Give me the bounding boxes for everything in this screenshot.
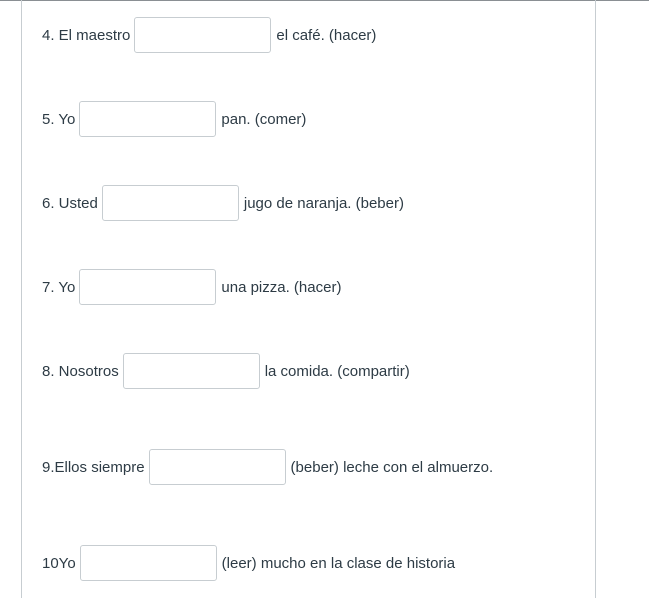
question-10-prefix: 10Yo (42, 554, 76, 572)
question-6-prefix: 6. Usted (42, 194, 98, 212)
question-7 (42, 268, 341, 306)
question-6-suffix: jugo de naranja. (beber) (243, 194, 404, 212)
question-10-answer-input[interactable] (80, 545, 217, 581)
question-10 (42, 544, 455, 582)
question-4-suffix: el café. (hacer) (276, 26, 377, 44)
question-4-answer-input[interactable] (134, 17, 271, 53)
question-5-prefix: 5. Yo (42, 110, 76, 128)
question-8-suffix: la comida. (compartir) (264, 362, 410, 380)
question-6 (42, 184, 404, 222)
question-10-suffix: (leer) mucho en la clase de historia (221, 554, 456, 572)
question-7-prefix: 7. Yo (42, 278, 76, 296)
question-9-prefix: 9.Ellos siempre (42, 458, 145, 476)
question-4 (42, 16, 376, 54)
question-5-answer-input[interactable] (79, 101, 216, 137)
question-5-suffix: pan. (comer) (221, 110, 307, 128)
question-4-prefix: 4. El maestro (42, 26, 131, 44)
question-5 (42, 100, 306, 138)
question-6-answer-input[interactable] (102, 185, 239, 221)
question-8 (42, 352, 410, 390)
question-7-answer-input[interactable] (79, 269, 216, 305)
question-8-answer-input[interactable] (123, 353, 260, 389)
question-9-answer-input[interactable] (149, 449, 286, 485)
question-7-suffix: una pizza. (hacer) (221, 278, 342, 296)
question-9-suffix: (beber) leche con el almuerzo. (290, 458, 494, 476)
question-9 (42, 448, 493, 486)
question-8-prefix: 8. Nosotros (42, 362, 119, 380)
